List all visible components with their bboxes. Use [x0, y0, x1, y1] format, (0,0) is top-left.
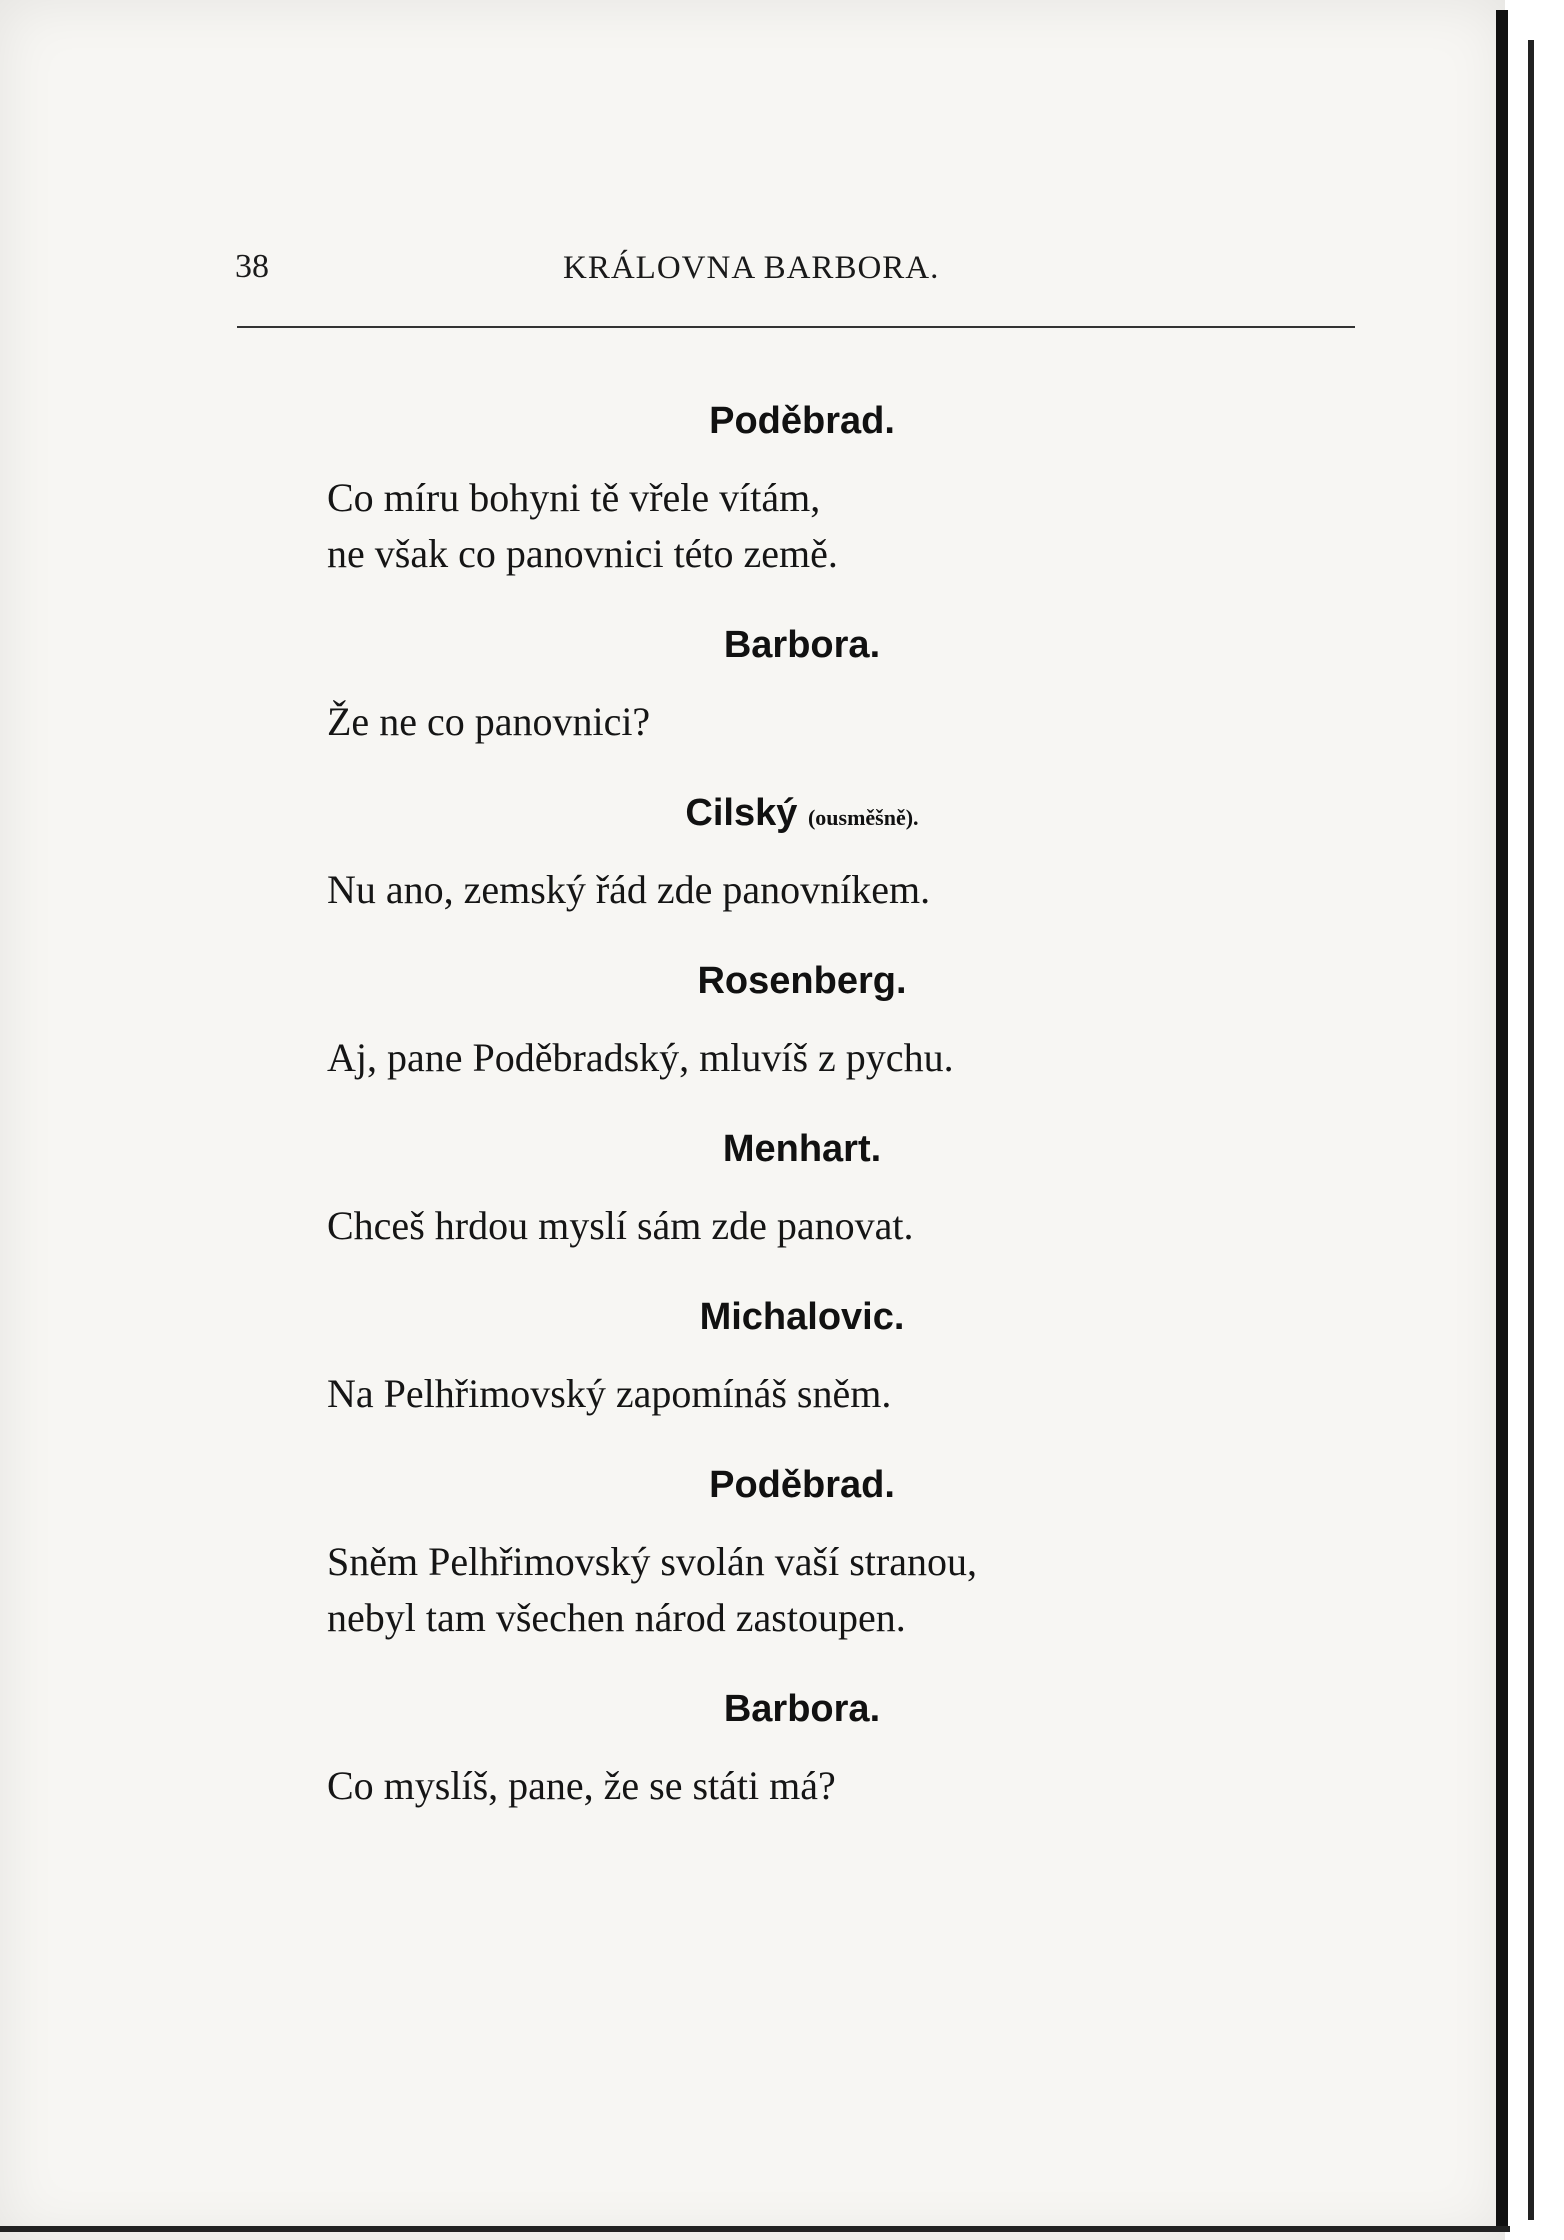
speaker-heading — [502, 1456, 1102, 1514]
verse-line: Chceš hrdou myslí sám zde panovat. — [327, 1203, 914, 1248]
speaker-heading — [502, 1680, 1102, 1738]
speaker-heading — [502, 1288, 1102, 1346]
page-header — [235, 248, 1355, 296]
speaker-name: Menhart. — [722, 1128, 882, 1170]
speaker-name: Barbora. — [723, 1688, 881, 1730]
verse-line: nebyl tam všechen národ zastoupen. — [327, 1595, 906, 1640]
verse-line: Aj, pane Poděbradský, mluvíš z pychu. — [327, 1035, 954, 1080]
speaker-name: Michalovic. — [699, 1296, 905, 1338]
dialogue-body — [327, 392, 1227, 1814]
speaker-name: Barbora. — [723, 624, 881, 666]
verse-line: Nu ano, zemský řád zde panovníkem. — [327, 867, 931, 912]
verse-line: Sněm Pelhřimovský svolán vaší stranou, — [327, 1539, 977, 1584]
running-title: KRÁLOVNA BARBORA. — [563, 250, 940, 286]
speaker-heading — [502, 952, 1102, 1010]
scan-gutter — [1508, 0, 1564, 2240]
verse-line: Co myslíš, pane, že se státi má? — [327, 1763, 836, 1808]
stage-direction: (ousměšně). — [807, 805, 919, 830]
speaker-name: Cilský — [685, 792, 798, 834]
speaker-heading — [502, 784, 1102, 842]
speaker-heading — [502, 392, 1102, 450]
page-edge — [1496, 10, 1508, 2230]
page-number: 38 — [235, 248, 269, 285]
page-bottom-edge — [0, 2226, 1510, 2232]
speaker-name: Poděbrad. — [709, 400, 895, 442]
speaker-name: Rosenberg. — [697, 960, 907, 1002]
speaker-heading — [502, 1120, 1102, 1178]
verse-line: Na Pelhřimovský zapomínáš sněm. — [327, 1371, 892, 1416]
adjacent-page-edge — [1528, 40, 1534, 2220]
header-rule — [237, 326, 1355, 328]
verse-line: Co míru bohyni tě vřele vítám, — [327, 475, 821, 520]
speaker-heading — [502, 616, 1102, 674]
verse-line: Že ne co panovnici? — [327, 699, 651, 744]
verse-line: ne však co panovnici této země. — [327, 531, 838, 576]
speaker-name: Poděbrad. — [709, 1464, 895, 1506]
